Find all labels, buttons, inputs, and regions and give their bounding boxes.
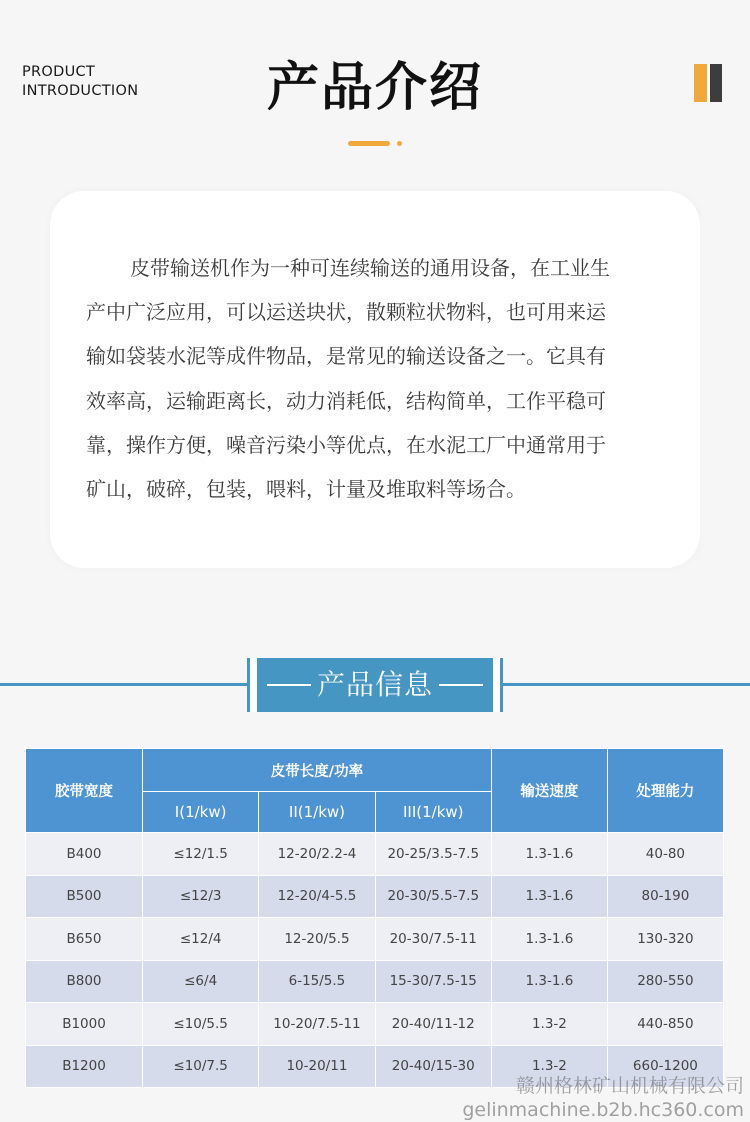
table-cell: 12-20/2.2-4	[259, 833, 375, 876]
intro-line: 效率高，运输距离长，动力消耗低，结构简单，工作平稳可	[86, 388, 606, 413]
table-cell: 1.3-1.6	[491, 833, 607, 876]
header-sub-1: I(1/kw)	[143, 792, 259, 833]
table-cell: 20-25/3.5-7.5	[375, 833, 491, 876]
spec-table	[25, 748, 724, 1088]
watermark-url: gelinmachine.b2b.hc360.com	[462, 1099, 744, 1121]
table-cell: ≤12/1.5	[143, 833, 259, 876]
title-underline-dot	[397, 141, 402, 146]
table-cell: 1.3-2	[491, 1045, 607, 1088]
title-underline	[348, 141, 390, 146]
section-title-box	[247, 658, 503, 712]
table-cell: ≤12/3	[143, 875, 259, 918]
header-capacity: 处理能力	[607, 749, 723, 833]
table-cell: 1.3-1.6	[491, 960, 607, 1003]
table-cell: 10-20/11	[259, 1045, 375, 1088]
header-length-power: 皮带长度/功率	[143, 749, 492, 792]
table-cell: B800	[26, 960, 143, 1003]
table-cell: 15-30/7.5-15	[375, 960, 491, 1003]
intro-line: 皮带输送机作为一种可连续输送的通用设备，在工业生	[130, 256, 610, 280]
table-cell: B500	[26, 875, 143, 918]
header-sub-2: II(1/kw)	[259, 792, 375, 833]
table-cell: ≤12/4	[143, 918, 259, 961]
table-cell: 440-850	[607, 1003, 723, 1046]
intro-line: 产中广泛应用，可以运送块状，散颗粒状物料，也可用来运	[86, 300, 606, 325]
table-cell: B1000	[26, 1003, 143, 1046]
table-cell: 20-30/7.5-11	[375, 918, 491, 961]
table-cell: ≤10/7.5	[143, 1045, 259, 1088]
header-speed: 输送速度	[491, 749, 607, 833]
table-cell: 130-320	[607, 918, 723, 961]
table-cell: 1.3-2	[491, 1003, 607, 1046]
table-cell: 12-20/4-5.5	[259, 875, 375, 918]
table-cell: ≤10/5.5	[143, 1003, 259, 1046]
watermark	[462, 1074, 744, 1122]
intro-text	[86, 246, 664, 511]
decorative-bars-icon	[694, 64, 722, 102]
page-title: 产品介绍	[266, 58, 483, 118]
table-cell: 10-20/7.5-11	[259, 1003, 375, 1046]
table-cell: 1.3-1.6	[491, 875, 607, 918]
table-cell: 80-190	[607, 875, 723, 918]
intro-line: 输如袋装水泥等成件物品，是常见的输送设备之一。它具有	[86, 344, 606, 369]
table-cell: 12-20/5.5	[259, 918, 375, 961]
table-cell: 20-40/15-30	[375, 1045, 491, 1088]
header-en-line1: PRODUCT	[22, 64, 96, 80]
table-row	[26, 960, 724, 1003]
header-sub-3: III(1/kw)	[375, 792, 491, 833]
table-cell: 20-40/11-12	[375, 1003, 491, 1046]
table-row	[26, 1003, 724, 1046]
table-cell: 1.3-1.6	[491, 918, 607, 961]
table-cell: 660-1200	[607, 1045, 723, 1088]
section-title: 产品信息	[316, 668, 433, 701]
table-row	[26, 833, 724, 876]
header-belt-width: 胶带宽度	[26, 749, 143, 833]
table-cell: B650	[26, 918, 143, 961]
table-cell: ≤6/4	[143, 960, 259, 1003]
table-cell: B400	[26, 833, 143, 876]
table-cell: 280-550	[607, 960, 723, 1003]
table-cell: 6-15/5.5	[259, 960, 375, 1003]
table-cell: 20-30/5.5-7.5	[375, 875, 491, 918]
intro-line: 靠，操作方便，噪音污染小等优点，在水泥工厂中通常用于	[86, 432, 606, 457]
table-cell: B1200	[26, 1045, 143, 1088]
intro-line: 矿山，破碎，包装，喂料，计量及堆取料等场合。	[86, 477, 526, 502]
header-en-line2: INTRODUCTION	[22, 83, 139, 99]
watermark-company: 赣州格林矿山机械有限公司	[515, 1075, 744, 1097]
table-cell: 40-80	[607, 833, 723, 876]
table-row	[26, 875, 724, 918]
table-row	[26, 918, 724, 961]
